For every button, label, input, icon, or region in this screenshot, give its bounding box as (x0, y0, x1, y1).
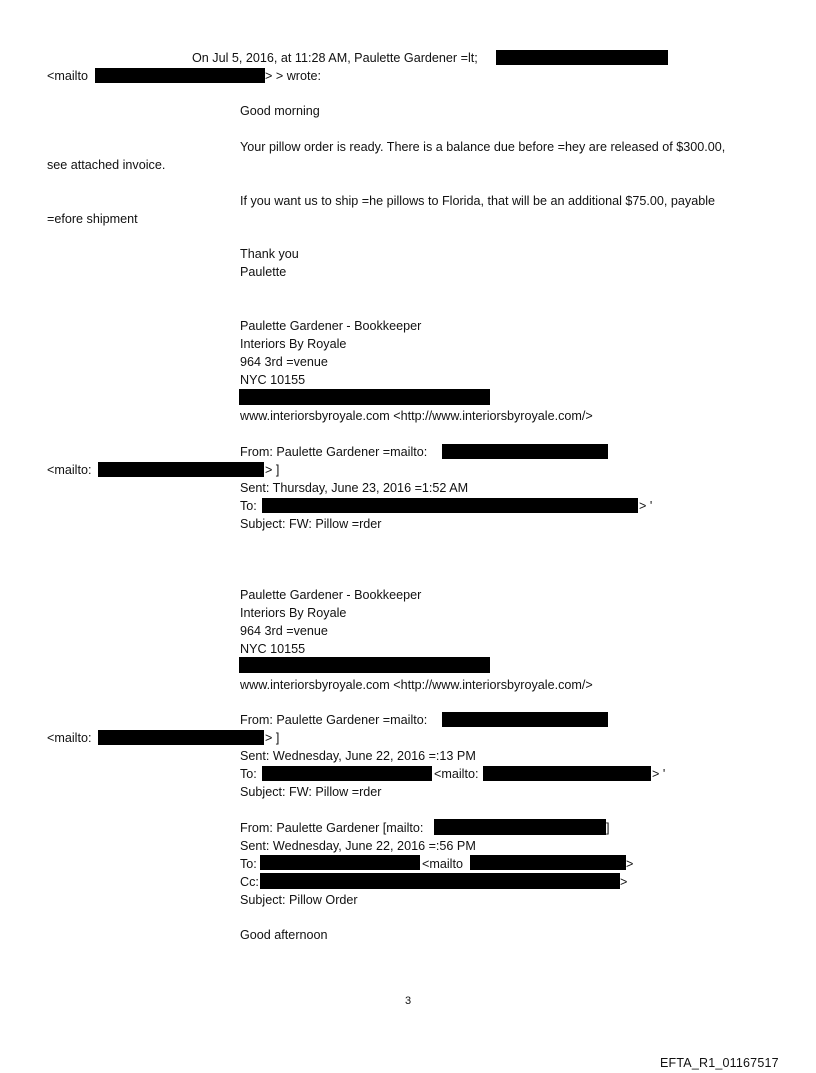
document-id: EFTA_R1_01167517 (660, 1056, 779, 1070)
redaction (262, 498, 638, 513)
page-number: 3 (405, 995, 412, 1007)
original-to: To: (240, 857, 257, 871)
wrote-suffix: > > wrote: (265, 69, 322, 83)
redaction (98, 462, 264, 477)
redaction (239, 657, 490, 673)
sign-name: Paulette (240, 265, 287, 279)
original-cc-close: > (620, 875, 628, 889)
redaction (260, 855, 420, 870)
forward-to-mailto: <mailto: (434, 767, 479, 781)
forward-sent: Sent: Thursday, June 23, 2016 =1:52 AM (240, 481, 469, 495)
thanks: Thank you (240, 247, 299, 261)
signature-address: 964 3rd =venue (240, 355, 328, 369)
body-line: Your pillow order is ready. There is a balance due before =hey are released of $300.00, (240, 140, 726, 154)
original-sent: Sent: Wednesday, June 22, 2016 =:56 PM (240, 839, 476, 853)
forward-subject: Subject: FW: Pillow =rder (240, 517, 382, 531)
redaction (483, 766, 651, 781)
redaction (496, 50, 668, 65)
forward-from: From: Paulette Gardener =mailto: (240, 713, 428, 727)
forward-to: To: (240, 499, 257, 513)
signature-city: NYC 10155 (240, 373, 306, 387)
redaction (442, 712, 608, 727)
forward-to-close: > ' (652, 767, 666, 781)
forward-mailto: <mailto: (47, 731, 92, 745)
redaction (98, 730, 264, 745)
redaction (434, 819, 606, 835)
signature-address: 964 3rd =venue (240, 624, 328, 638)
on-wrote-header: On Jul 5, 2016, at 11:28 AM, Paulette Gardener =lt; (192, 51, 478, 65)
body-line-continued: see attached invoice. (47, 158, 166, 172)
original-cc: Cc: (240, 875, 259, 889)
signature-company: Interiors By Royale (240, 337, 347, 351)
forward-close: > ] (265, 731, 280, 745)
body-line-continued: =efore shipment (47, 212, 138, 226)
original-from: From: Paulette Gardener [mailto: (240, 821, 424, 835)
forward-to-close: > ' (639, 499, 653, 513)
signature-city: NYC 10155 (240, 642, 306, 656)
forward-sent: Sent: Wednesday, June 22, 2016 =:13 PM (240, 749, 476, 763)
original-from-close: ] (606, 821, 610, 835)
original-greeting: Good afternoon (240, 928, 328, 942)
forward-subject: Subject: FW: Pillow =rder (240, 785, 382, 799)
forward-close: > ] (265, 463, 280, 477)
redaction (95, 68, 265, 83)
original-to-close: > (626, 857, 634, 871)
signature-name-title: Paulette Gardener - Bookkeeper (240, 588, 422, 602)
redaction (262, 766, 432, 781)
redaction (239, 389, 490, 405)
signature-company: Interiors By Royale (240, 606, 347, 620)
body-line: If you want us to ship =he pillows to Florida, that will be an additional $75.00, payable (240, 194, 716, 208)
mailto-prefix: <mailto (47, 69, 88, 83)
original-subject: Subject: Pillow Order (240, 893, 358, 907)
forward-from: From: Paulette Gardener =mailto: (240, 445, 428, 459)
forward-to: To: (240, 767, 257, 781)
original-to-mailto: <mailto (422, 857, 463, 871)
redaction (442, 444, 608, 459)
redaction (260, 873, 620, 889)
signature-website: www.interiorsbyroyale.com <http://www.interiorsbyroyale.com/> (240, 678, 593, 692)
signature-name-title: Paulette Gardener - Bookkeeper (240, 319, 422, 333)
greeting: Good morning (240, 104, 320, 118)
forward-mailto: <mailto: (47, 463, 92, 477)
signature-website: www.interiorsbyroyale.com <http://www.interiorsbyroyale.com/> (240, 409, 593, 423)
redaction (470, 855, 626, 870)
